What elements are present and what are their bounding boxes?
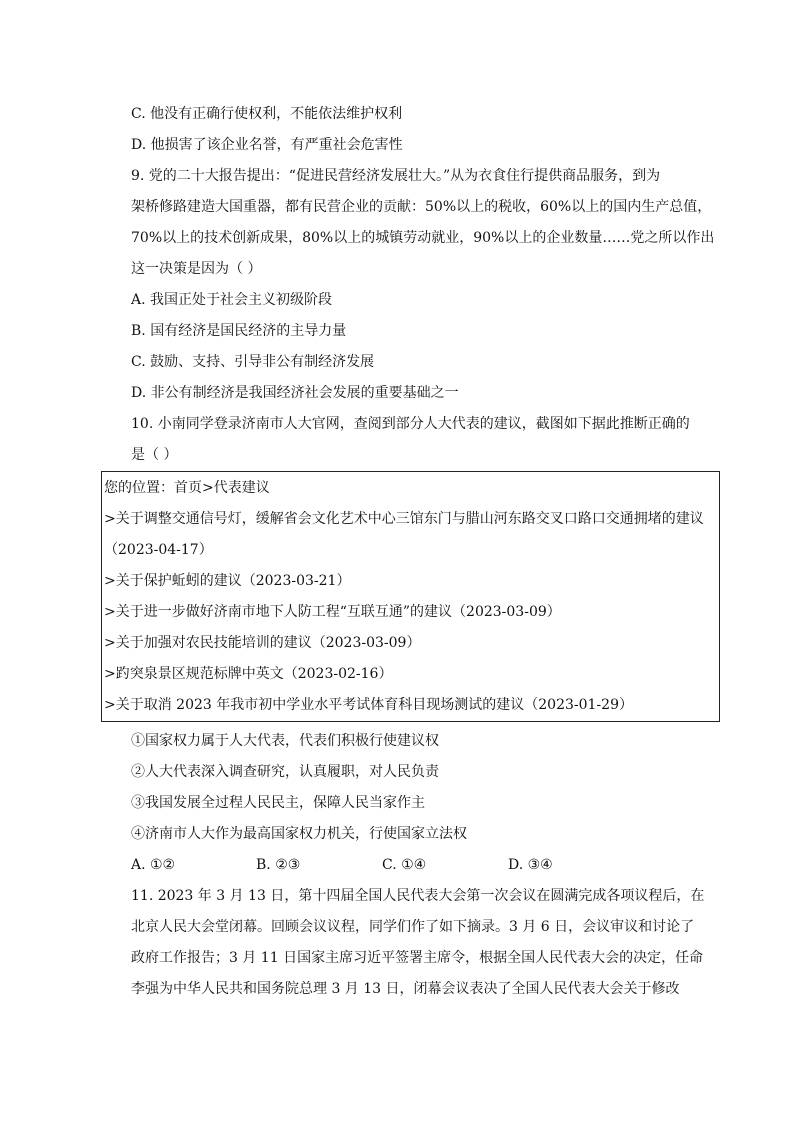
q8-option-d: D. 他损害了该企业名誉，有严重社会危害性 bbox=[131, 137, 403, 153]
q9-option-d: D. 非公有制经济是我国经济社会发展的重要基础之一 bbox=[131, 385, 459, 401]
suggestion-item-1: >关于调整交通信号灯，缓解省会文化艺术中心三馆东门与腊山河东路交叉口路口交通拥堵的建议 bbox=[104, 511, 704, 527]
q11-stem-line-3: 政府工作报告；3 月 11 日国家主席习近平签署主席令，根据全国人民代表大会的决定，任命 bbox=[131, 950, 704, 966]
q9-stem-line-4: 这一决策是因为（ ） bbox=[131, 261, 262, 277]
q11-stem-line-4: 李强为中华人民共和国务院总理 3 月 13 日，闭幕会议表决了全国人民代表大会关于修改 bbox=[131, 981, 680, 997]
suggestion-item-1-date: （2023-04-17） bbox=[104, 542, 213, 558]
suggestion-item-2: >关于保护蚯蚓的建议（2023-03-21） bbox=[104, 573, 351, 589]
suggestion-item-3: >关于进一步做好济南市地下人防工程“互联互通”的建议（2023-03-09） bbox=[104, 604, 561, 620]
q10-statement-1: ①国家权力属于人大代表，代表们积极行使建议权 bbox=[131, 733, 439, 749]
breadcrumb: 您的位置：首页>代表建议 bbox=[104, 480, 270, 496]
q9-option-a: A. 我国正处于社会主义初级阶段 bbox=[131, 292, 333, 308]
q10-statement-2: ②人大代表深入调查研究，认真履职，对人民负责 bbox=[131, 764, 439, 780]
website-screenshot-box bbox=[101, 471, 720, 722]
suggestion-item-5: >趵突泉景区规范标牌中英文（2023-02-16） bbox=[104, 666, 393, 682]
q10-option-a: A. ①② bbox=[131, 857, 176, 873]
q10-stem-line-1: 10. 小南同学登录济南市人大官网，查阅到部分人大代表的建议，截图如下据此推断正确的 bbox=[131, 416, 690, 432]
q8-option-c: C. 他没有正确行使权利，不能依法维护权利 bbox=[131, 106, 403, 122]
q9-option-c: C. 鼓励、支持、引导非公有制经济发展 bbox=[131, 354, 375, 370]
q10-stem-line-2: 是（ ） bbox=[131, 447, 178, 463]
suggestion-item-6: >关于取消 2023 年我市初中学业水平考试体育科目现场测试的建议（2023-01-29） bbox=[104, 697, 633, 713]
q9-stem-line-1: 9. 党的二十大报告提出：“促进民营经济发展壮大。”从为衣食住行提供商品服务，到为 bbox=[131, 168, 661, 184]
q9-option-b: B. 国有经济是国民经济的主导力量 bbox=[131, 323, 347, 339]
q9-stem-line-2: 架桥修路建造大国重器，都有民营企业的贡献：50%以上的税收，60%以上的国内生产总值， bbox=[131, 199, 712, 215]
q10-option-b: B. ②③ bbox=[256, 857, 301, 873]
q10-statement-3: ③我国发展全过程人民民主，保障人民当家作主 bbox=[131, 795, 425, 811]
q10-option-c: C. ①④ bbox=[382, 857, 427, 873]
suggestion-item-4: >关于加强对农民技能培训的建议（2023-03-09） bbox=[104, 635, 421, 651]
q11-stem-line-2: 北京人民大会堂闭幕。回顾会议议程，同学们作了如下摘录。3 月 6 日，会议审议和讨论了 bbox=[131, 919, 695, 935]
q10-statement-4: ④济南市人大作为最高国家权力机关，行使国家立法权 bbox=[131, 826, 467, 842]
q9-stem-line-3: 70%以上的技术创新成果，80%以上的城镇劳动就业，90%以上的企业数量……党之所以作出 bbox=[131, 230, 715, 246]
q10-option-d: D. ③④ bbox=[508, 857, 553, 873]
q11-stem-line-1: 11. 2023 年 3 月 13 日，第十四届全国人民代表大会第一次会议在圆满完成各项议程后，在 bbox=[131, 888, 705, 904]
